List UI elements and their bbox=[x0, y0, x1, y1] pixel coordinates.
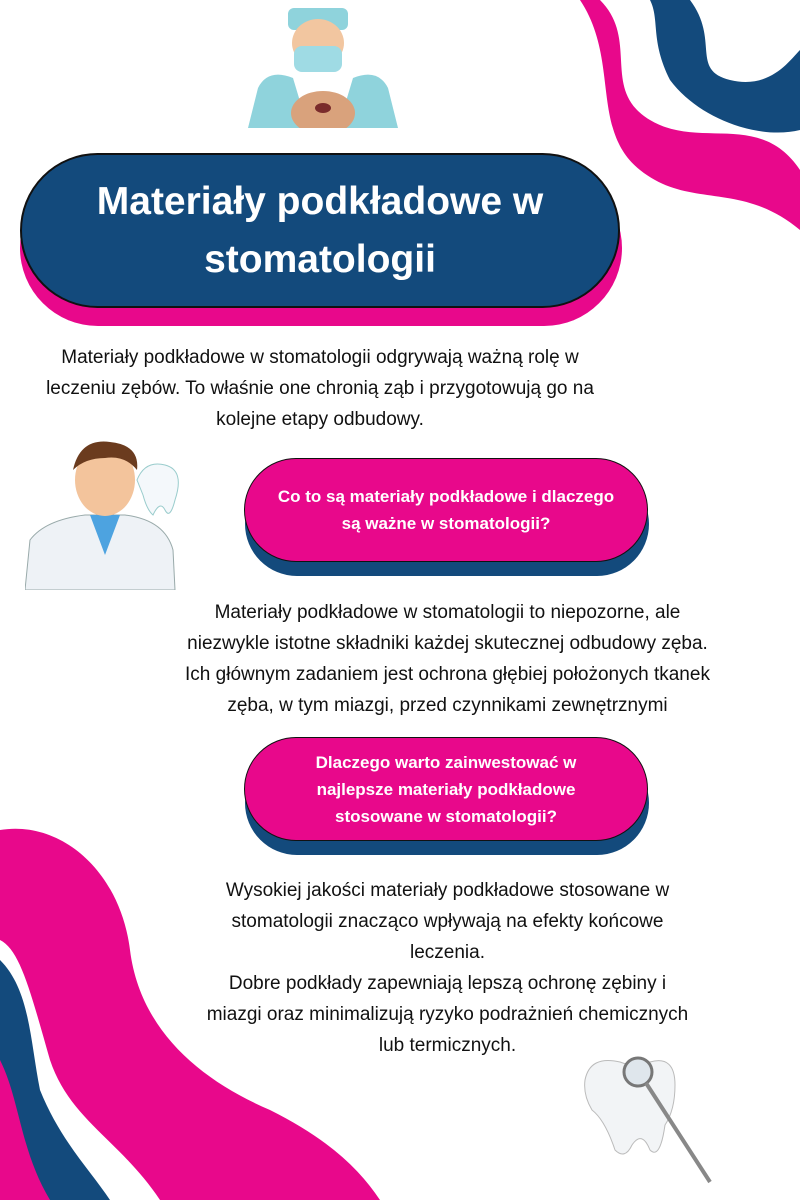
dentist-holding-tooth-illustration bbox=[25, 440, 185, 590]
question-1-banner bbox=[244, 458, 648, 562]
title-banner bbox=[20, 153, 620, 308]
question-2-text: Dlaczego warto zainwestować w najlepsze materiały podkładowe stosowane w stomatologii? bbox=[315, 752, 577, 826]
page-title: Materiały podkładowe w stomatologii bbox=[96, 179, 544, 281]
tooth-with-dental-mirror-illustration bbox=[580, 1050, 720, 1190]
dentist-treating-patient-illustration bbox=[248, 8, 398, 128]
question-2-banner bbox=[244, 737, 648, 841]
answer-1-text: Materiały podkładowe w stomatologii to niepozorne, ale niezwykle istotne składniki każdej skutecznej odbudowy zęba. Ich głównym zadaniem jest ochrona głębiej położonych tkanek zęba, w tym miazgi, przed czynnikami zewnętrznymi bbox=[185, 602, 710, 716]
intro-text: Materiały podkładowe w stomatologii odgrywają ważną rolę w leczeniu zębów. To właśnie one chronią ząb i przygotowują go na kolejne etapy odbudowy. bbox=[46, 347, 594, 430]
answer-2-text: Wysokiej jakości materiały podkładowe stosowane w stomatologii znacząco wpływają na efekty końcowe leczenia. Dobre podkłady zapewniają lepszą ochronę zębiny i miazgi oraz minimalizują ryzyko podrażnień chemicznych lub termicznych. bbox=[206, 880, 689, 1056]
question-1-text: Co to są materiały podkładowe i dlaczego są ważne w stomatologii? bbox=[277, 487, 615, 533]
